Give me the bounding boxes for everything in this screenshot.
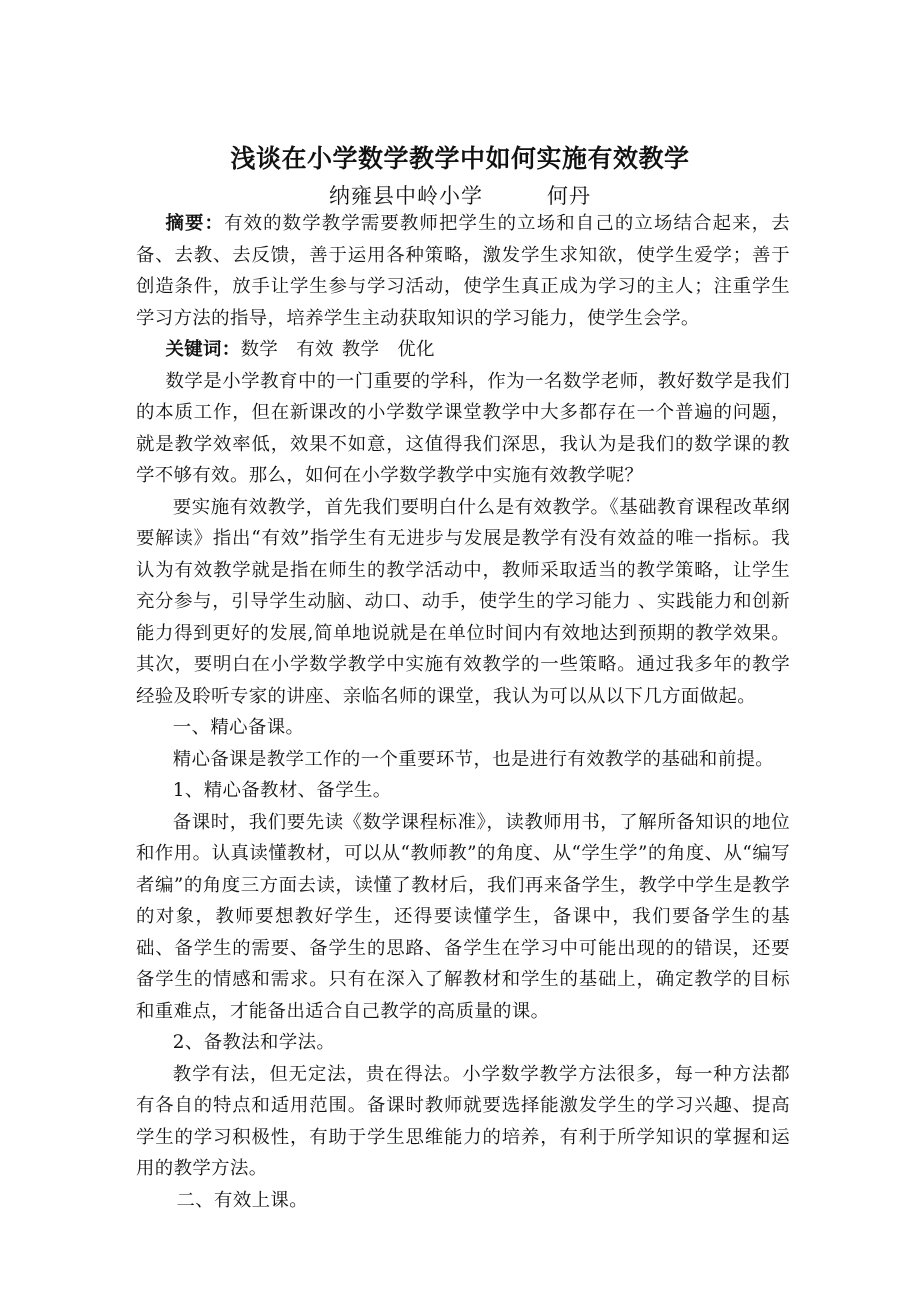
section-heading: 一、精心备课。 [172,717,305,738]
abstract-label: 摘要： [165,213,225,234]
subsection-heading: 2、备教法和学法。 [172,1032,336,1053]
section-heading: 二、有效上课。 [176,1189,309,1211]
keywords-paragraph [136,334,790,366]
keyword: 有效 [296,339,334,360]
abstract-paragraph [136,208,790,334]
keywords-label: 关键词： [165,339,241,360]
body-paragraph: 数学是小学教育中的一门重要的学科，作为一名数学老师，教好数学是我们的本质工作，但在新课改的小学数学课堂教学中大多都存在一个普遍的问题，就是教学效率低，效果不如意，这值得我们深思，我认为是我们的数学课的教学不够有效。那么，如何在小学数学教学中实施有效教学呢？ [136,370,790,486]
body-paragraph: 备课时，我们要先读《数学课程标准》，读教师用书，了解所备知识的地位和作用。认真读懂教材，可以从“教师教”的角度、从“学生学”的角度、从“编写者编”的角度三方面去读，读懂了教材后，我们再来备学生，教学中学生是教学的对象，教师要想教好学生，还得要读懂学生，备课中，我们要备学生的基础、备学生的需要、备学生的思路、备学生在学习中可能出现的的错误，还要备学生的情感和需求。只有在深入了解教材和学生的基础上，确定教学的目标和重难点，才能备出适合自己教学的高质量的课。 [136,811,790,1022]
document-title: 浅谈在小学数学教学中如何实施有效教学 [230,144,690,173]
body-paragraph: 精心备课是教学工作的一个重要环节，也是进行有效教学的基础和前提。 [172,748,775,770]
abstract-text: 有效的数学教学需要教师把学生的立场和自己的立场结合起来，去备、去教、去反馈，善于运用各种策略，激发学生求知欲，使学生爱学；善于创造条件，放手让学生参与学习活动，使学生真正成为学习的主人；注重学生学习方法的指导，培养学生主动获取知识的学习能力，使学生会学。 [136,213,790,329]
author-name: 何丹 [547,184,591,208]
document-body [136,208,790,1216]
keyword: 教学 [341,339,380,360]
body-paragraph: 教学有法，但无定法，贵在得法。小学数学教学方法很多，每一种方法都有各自的特点和适用范围。备课时教师就要选择能激发学生的学习兴趣、提高学生的学习积极性，有助于学生思维能力的培养，有利于所学知识的掌握和运用的教学方法。 [136,1063,790,1179]
keyword: 优化 [397,339,435,360]
subsection-heading: 1、精心备教材、备学生。 [172,780,392,801]
body-paragraph: 要实施有效教学，首先我们要明白什么是有效教学。《基础教育课程改革纲要解读》指出“有效”指学生有无进步与发展是教学有没有效益的唯一指标。我认为有效教学就是指在师生的教学活动中，教师采取适当的教学策略，让学生充分参与，引导学生动脑、动口、动手，使学生的学习能力 、实践能力和创新能力得到更好的发展,简单地说就是在单位时间内有效地达到预期的教学效果。其次，要明白在小学数学教学中实施有效教学的一些策略。通过我多年的教学经验及聆听专家的讲座、亲临名师的课堂，我认为可以从以下几方面做起。 [136,496,790,707]
keyword: 数学 [240,339,279,360]
author-school: 纳雍县中岭小学 [329,184,483,208]
